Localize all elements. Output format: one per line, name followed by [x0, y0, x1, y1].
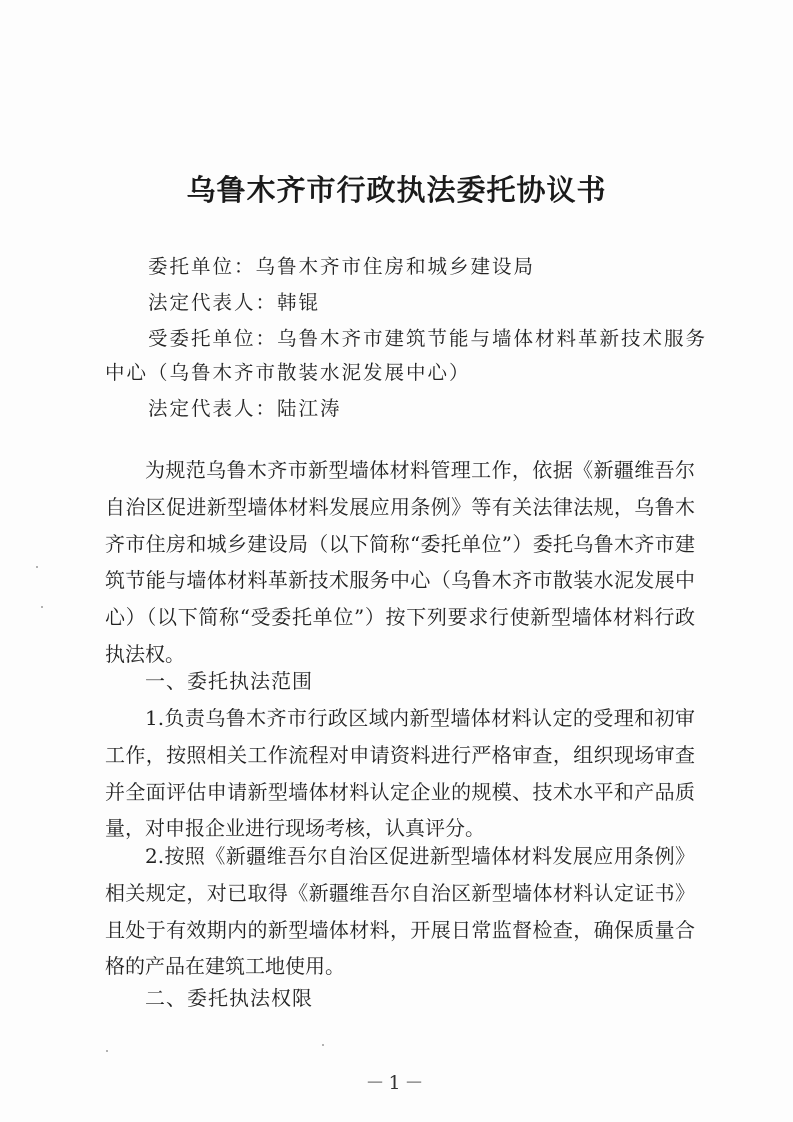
document-title: 乌鲁木齐市行政执法委托协议书 [186, 173, 607, 207]
agent-line-continued: 中心（乌鲁木齐市散装水泥发展中心） [105, 361, 471, 384]
section-1-item-1: 1.负责乌鲁木齐市行政区域内新型墙体材料认定的受理和初审工作，按照相关工作流程对申请资料进行严格审查，组织现场审查并全面评估申请新型墙体材料认定企业的规模、技术水平和产品质量，对申报企业进行现场考核，认真评分。 [105, 706, 695, 841]
scan-speck [36, 566, 38, 568]
page-number: －1－ [365, 1072, 428, 1094]
scan-speck [106, 1050, 108, 1052]
section-1-item-2: 2.按照《新疆维吾尔自治区促进新型墙体材料发展应用条例》相关规定，对已取得《新疆维吾尔自治区新型墙体材料认定证书》且处于有效期内的新型墙体材料，开展日常监督检查，确保质量合格的产品在建筑工地使用。 [105, 844, 695, 979]
intro-paragraph: 为规范乌鲁木齐市新型墙体材料管理工作，依据《新疆维吾尔自治区促进新型墙体材料发展应用条例》等有关法律法规，乌鲁木齐市住房和城乡建设局（以下简称“委托单位”）委托乌鲁木齐市建筑节能与墙体材料革新技术服务中心（乌鲁木齐市散装水泥发展中心）（以下简称“受委托单位”）按下列要求行使新型墙体材料行政执法权。 [105, 458, 695, 666]
intro-paragraph-block [105, 452, 695, 673]
section-1-item-2-block [105, 838, 695, 985]
section-1-heading: 一、委托执法范围 [145, 669, 313, 693]
agent-line: 受委托单位：乌鲁木齐市建筑节能与墙体材料革新技术服务 [148, 327, 708, 350]
scan-speck [41, 606, 43, 608]
principal-representative-line: 法定代表人：韩锟 [148, 291, 321, 314]
agent-representative-line: 法定代表人：陆江涛 [148, 397, 342, 420]
section-2-heading: 二、委托执法权限 [145, 986, 313, 1010]
section-1-item-1-block [105, 700, 695, 847]
scan-speck [322, 1044, 324, 1046]
principal-line: 委托单位：乌鲁木齐市住房和城乡建设局 [148, 255, 536, 278]
